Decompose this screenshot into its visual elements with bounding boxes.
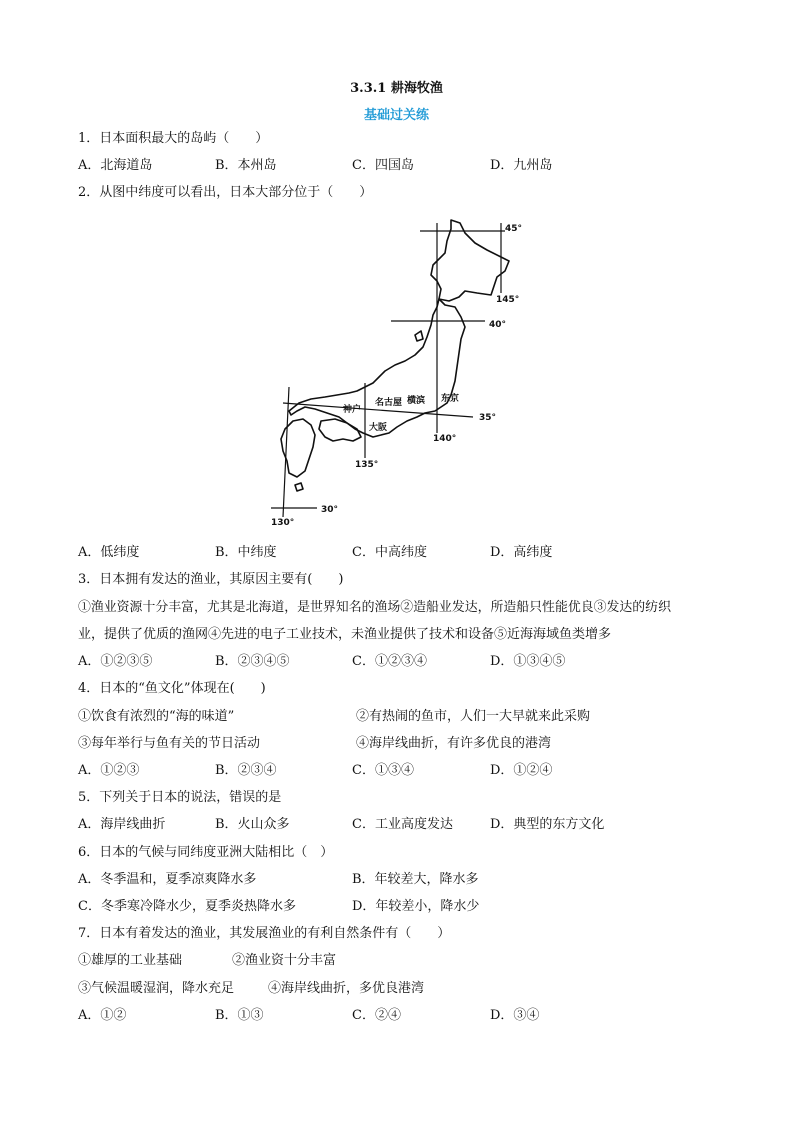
- q6-option-a[interactable]: A．冬季温和，夏季凉爽降水多: [78, 872, 257, 887]
- q1-option-b[interactable]: B．本州岛: [215, 158, 277, 173]
- q2-option-b[interactable]: B．中纬度: [215, 545, 277, 560]
- q6-option-c[interactable]: C．冬季寒冷降水少，夏季炎热降水多: [78, 899, 296, 914]
- question-7-statement-3: ③气候温暖湿润，降水充足: [78, 981, 235, 996]
- hokkaido-outline: [431, 220, 509, 301]
- japan-latitude-map: [265, 215, 530, 532]
- honshu-outline: [289, 299, 465, 437]
- longitude-label-135: 135°: [355, 460, 379, 470]
- question-3-body-line-1: ①渔业资源十分丰富，尤其是北海道，是世界知名的渔场②造船业发达，所造船只性能优良③发达的纺织: [78, 600, 671, 615]
- latitude-label-30: 30°: [321, 505, 339, 515]
- question-5-stem: 5．下列关于日本的说法，错误的是: [78, 790, 282, 805]
- longitude-label-145: 145°: [496, 295, 520, 305]
- latitude-label-40: 40°: [489, 320, 507, 330]
- longitude-label-140: 140°: [433, 434, 457, 444]
- page-title: 3.3.1 耕海牧渔: [350, 81, 443, 96]
- question-4-statement-1: ①饮食有浓烈的“海的味道”: [78, 709, 235, 724]
- question-4-stem: 4．日本的“鱼文化”体现在( ): [78, 681, 266, 696]
- city-label-kobe: 神户: [343, 405, 362, 415]
- q5-option-c[interactable]: C．工业高度发达: [352, 817, 453, 832]
- q3-option-d[interactable]: D．①③④⑤: [490, 654, 566, 669]
- q5-option-a[interactable]: A．海岸线曲折: [78, 817, 166, 832]
- question-7-statement-4: ④海岸线曲折，多优良港湾: [268, 981, 425, 996]
- city-label-yokohama: 横滨: [407, 396, 426, 406]
- q7-option-c[interactable]: C．②④: [352, 1008, 401, 1023]
- question-7-stem: 7．日本有着发达的渔业，其发展渔业的有利自然条件有（ ）: [78, 926, 451, 941]
- latitude-label-45: 45°: [505, 224, 523, 234]
- q1-option-a[interactable]: A．北海道岛: [78, 158, 153, 173]
- question-6-stem: 6．日本的气候与同纬度亚洲大陆相比（ ）: [78, 845, 334, 860]
- q4-option-d[interactable]: D．①②④: [490, 763, 553, 778]
- city-label-nagoya: 名古屋: [375, 398, 403, 408]
- q3-option-c[interactable]: C．①②③④: [352, 654, 427, 669]
- question-3-stem: 3．日本拥有发达的渔业，其原因主要有( ): [78, 572, 344, 587]
- q7-option-a[interactable]: A．①②: [78, 1008, 127, 1023]
- q3-option-a[interactable]: A．①②③⑤: [78, 654, 153, 669]
- q1-option-c[interactable]: C．四国岛: [352, 158, 414, 173]
- section-subtitle: 基础过关练: [363, 108, 429, 123]
- question-2-stem: 2．从图中纬度可以看出，日本大部分位于（ ）: [78, 185, 373, 200]
- question-3-body-line-2: 业，提供了优质的渔网④先进的电子工业技术，未渔业提供了技术和设备⑤近海海域鱼类增多: [78, 627, 612, 642]
- q5-option-d[interactable]: D．典型的东方文化: [490, 817, 605, 832]
- q6-option-d[interactable]: D．年较差小，降水少: [352, 899, 480, 914]
- q7-option-b[interactable]: B．①③: [215, 1008, 264, 1023]
- question-4-statement-2: ②有热闹的鱼市，人们一大早就来此采购: [356, 709, 591, 724]
- q5-option-b[interactable]: B．火山众多: [215, 817, 290, 832]
- q2-option-d[interactable]: D．高纬度: [490, 545, 553, 560]
- q2-option-c[interactable]: C．中高纬度: [352, 545, 427, 560]
- question-7-statement-2: ②渔业资十分丰富: [232, 953, 337, 968]
- city-label-osaka: 大阪: [369, 423, 388, 433]
- city-label-tokyo: 东京: [441, 394, 460, 404]
- q4-option-a[interactable]: A．①②③: [78, 763, 140, 778]
- q1-option-d[interactable]: D．九州岛: [490, 158, 553, 173]
- q4-option-b[interactable]: B．②③④: [215, 763, 277, 778]
- q6-option-b[interactable]: B．年较差大，降水多: [352, 872, 479, 887]
- question-7-statement-1: ①雄厚的工业基础: [78, 953, 183, 968]
- q3-option-b[interactable]: B．②③④⑤: [215, 654, 290, 669]
- q7-option-d[interactable]: D．③④: [490, 1008, 540, 1023]
- longitude-label-130: 130°: [271, 518, 295, 528]
- question-1-stem: 1．日本面积最大的岛屿（ ）: [78, 131, 269, 146]
- q2-option-a[interactable]: A．低纬度: [78, 545, 140, 560]
- question-4-statement-4: ④海岸线曲折，有许多优良的港湾: [356, 736, 552, 751]
- latitude-label-35: 35°: [479, 413, 497, 423]
- shikoku-outline: [319, 419, 361, 441]
- q4-option-c[interactable]: C．①③④: [352, 763, 414, 778]
- question-4-statement-3: ③每年举行与鱼有关的节日活动: [78, 736, 261, 751]
